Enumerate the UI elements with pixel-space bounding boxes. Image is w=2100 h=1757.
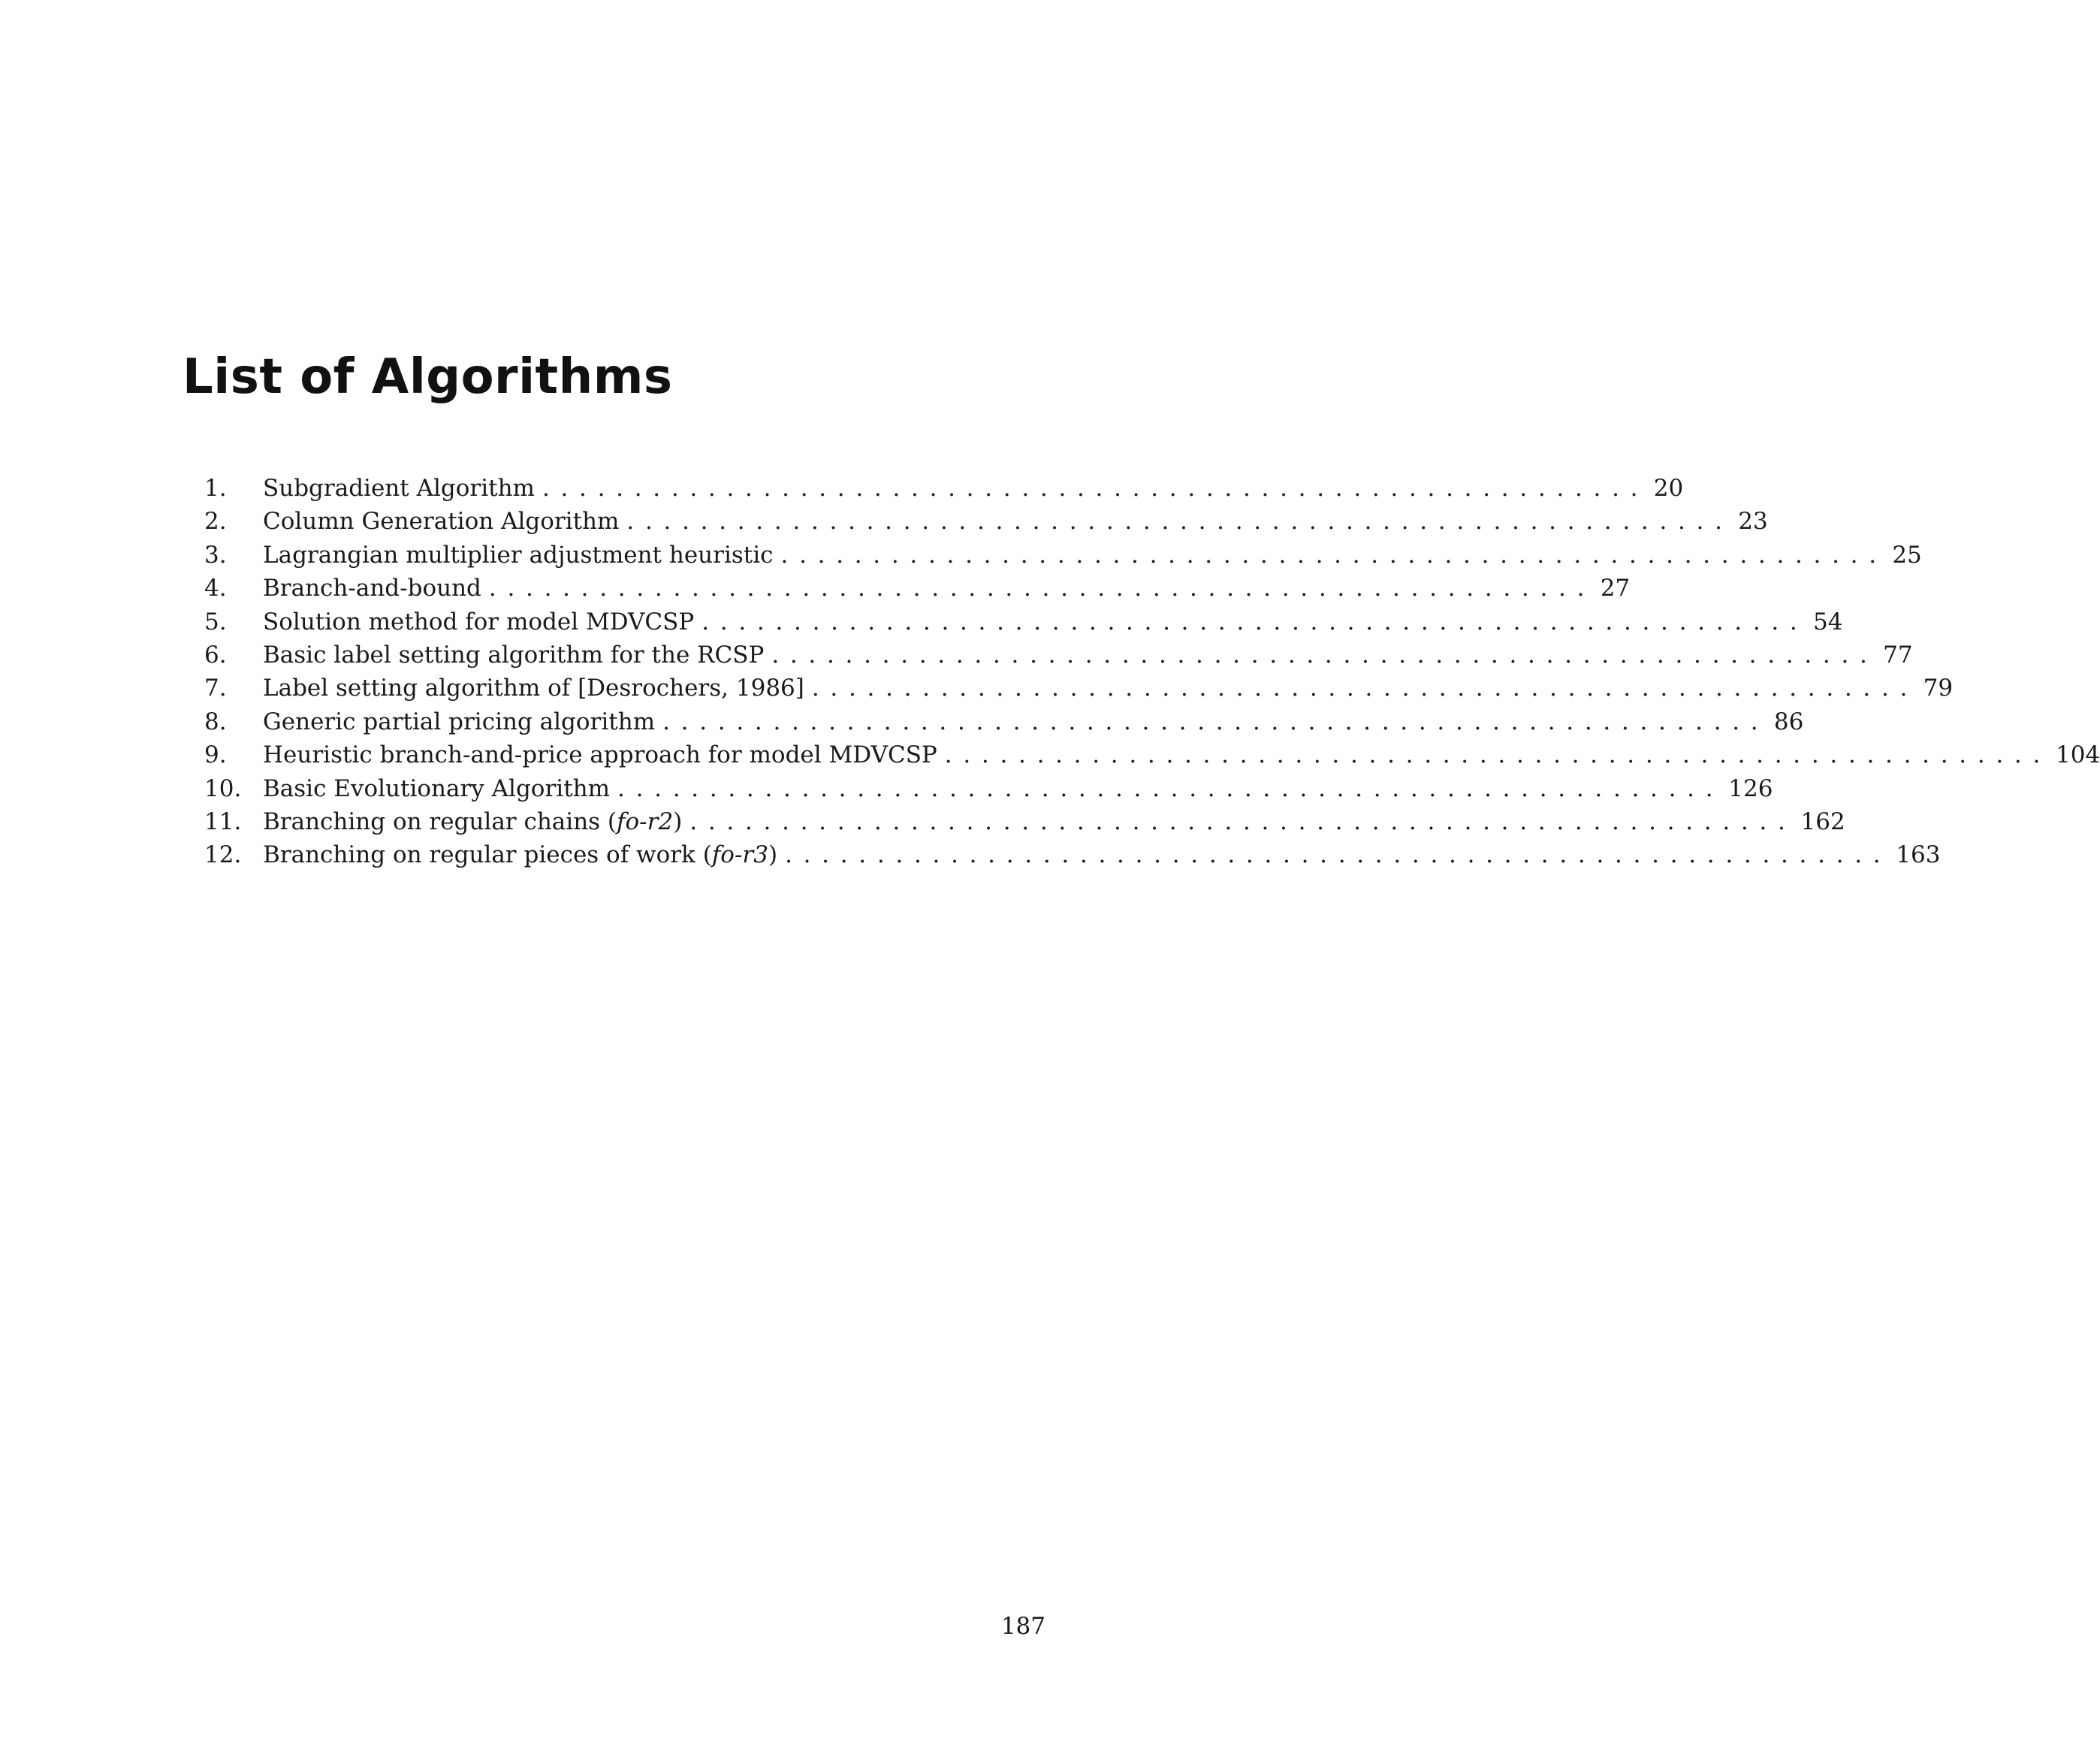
entry-title-italic: fo-r2 [617, 808, 674, 835]
dot-leader: ............................................................ [771, 641, 1878, 669]
list-item[interactable] [204, 472, 1684, 505]
entry-page: 126 [1728, 774, 1773, 802]
list-item[interactable] [204, 539, 1922, 572]
entry-number: 5. [204, 608, 227, 635]
entry-page: 79 [1923, 675, 1954, 702]
dot-leader: ............................................................ [785, 841, 1892, 869]
entry-number: 4. [204, 575, 227, 602]
list-item[interactable] [204, 738, 2100, 771]
entry-page: 77 [1883, 641, 1913, 669]
entry-title: Branch-and-bound [263, 575, 481, 602]
entry-title: Solution method for model MDVCSP [263, 608, 695, 635]
dot-leader: ............................................................ [617, 774, 1724, 802]
entry-title: Branching on regular chains (fo-r2) [263, 808, 683, 835]
dot-leader: ............................................................ [944, 741, 2052, 769]
entry-title: Branching on regular pieces of work (fo-r3) [263, 841, 778, 869]
list-item[interactable] [204, 672, 1954, 705]
page-number: 187 [1000, 1613, 1045, 1640]
dot-leader: ............................................................ [702, 608, 1809, 635]
entry-number: 2. [204, 508, 227, 536]
entry-number: 12. [204, 841, 242, 869]
entry-number: 3. [204, 541, 227, 569]
entry-page: 86 [1773, 708, 1804, 735]
list-item[interactable] [204, 805, 1845, 838]
page-title: List of Algorithms [183, 349, 673, 405]
dot-leader: ............................................................ [689, 808, 1797, 835]
list-item[interactable] [204, 705, 1804, 738]
entry-number: 10. [204, 774, 242, 802]
list-item[interactable] [204, 838, 1941, 871]
dot-leader: ............................................................ [662, 708, 1770, 735]
dot-leader: ............................................................ [780, 541, 1887, 569]
entry-number: 7. [204, 675, 227, 702]
entry-page: 27 [1600, 575, 1631, 602]
entry-number: 8. [204, 708, 227, 735]
list-item[interactable] [204, 572, 1631, 605]
entry-title: Generic partial pricing algorithm [263, 708, 656, 735]
entry-title: Basic Evolutionary Algorithm [263, 774, 611, 802]
entry-page: 54 [1813, 608, 1843, 635]
entry-page: 20 [1653, 475, 1684, 502]
entry-page: 162 [1800, 808, 1845, 835]
entry-page: 23 [1738, 508, 1768, 536]
entry-title-text: Branching on regular chains [263, 808, 601, 835]
entry-title: Subgradient Algorithm [263, 475, 535, 502]
list-item[interactable] [204, 505, 1768, 538]
entry-number: 6. [204, 641, 227, 669]
dot-leader: ............................................................ [811, 675, 1919, 702]
entry-page: 25 [1892, 541, 1922, 569]
dot-leader: ............................................................ [626, 508, 1733, 536]
list-item[interactable] [204, 772, 1773, 805]
entry-page: 163 [1896, 841, 1941, 869]
dot-leader: ............................................................ [542, 475, 1649, 502]
entry-title-text: Branching on regular pieces of work [263, 841, 695, 869]
entry-number: 11. [204, 808, 242, 835]
list-item[interactable] [204, 605, 1843, 638]
entry-title: Column Generation Algorithm [263, 508, 620, 536]
entry-title-italic: fo-r3 [711, 841, 768, 869]
dot-leader: ............................................................ [488, 575, 1596, 602]
entry-number: 1. [204, 475, 227, 502]
algorithm-list [204, 472, 2100, 872]
entry-page: 104 [2056, 741, 2100, 769]
entry-title: Lagrangian multiplier adjustment heuristic [263, 541, 774, 569]
entry-title: Basic label setting algorithm for the RCSP [263, 641, 765, 669]
entry-title: Heuristic branch-and-price approach for model MDVCSP [263, 741, 937, 769]
entry-number: 9. [204, 741, 227, 769]
entry-title: Label setting algorithm of [Desrochers, 1986] [263, 675, 804, 702]
list-item[interactable] [204, 638, 1913, 672]
